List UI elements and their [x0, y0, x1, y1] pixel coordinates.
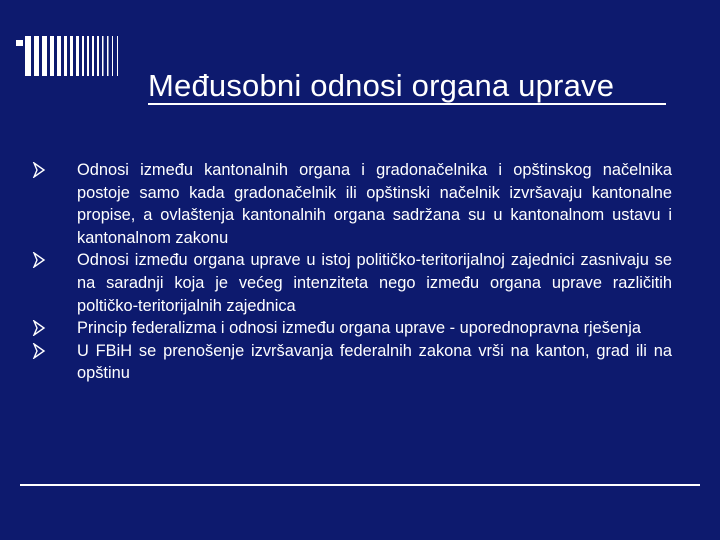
- slide-title: Međusobni odnosi organa uprave: [148, 68, 615, 103]
- bullet-item: [32, 317, 672, 340]
- bullet-item: [32, 159, 672, 249]
- arrowhead-bullet-icon: [32, 320, 46, 336]
- decorative-bars: [14, 36, 124, 78]
- bullet-text: Odnosi između organa uprave u istoj političko-teritorijalnoj zajednici zasnivaju se na saradnji koja je većeg intenziteta nego između organa uprave različitih poltičko-teritorijalnih zajednica: [77, 251, 672, 315]
- footer-divider: [20, 484, 700, 486]
- bullet-item: [32, 249, 672, 317]
- title-underline: [148, 103, 666, 105]
- bullet-text: U FBiH se prenošenje izvršavanja federalnih zakona vrši na kanton, grad ili na opštinu: [77, 341, 672, 383]
- bullet-item: [32, 340, 672, 385]
- bullet-list: [32, 159, 672, 385]
- arrowhead-bullet-icon: [32, 252, 46, 268]
- arrowhead-bullet-icon: [32, 343, 46, 359]
- arrowhead-bullet-icon: [32, 162, 46, 178]
- bullet-text: Odnosi između kantonalnih organa i gradonačelnika i opštinskog načelnika postoje samo kada gradonačelnik ili opštinski načelnik izvršavaju kantonalne propise, a ovlaštenja kantonalnih organa sadržana su u kantonalnom ustavu i kantonalnom zakonu: [77, 161, 672, 247]
- bullet-text: Princip federalizma i odnosi između organa uprave - uporednopravna rješenja: [77, 319, 641, 338]
